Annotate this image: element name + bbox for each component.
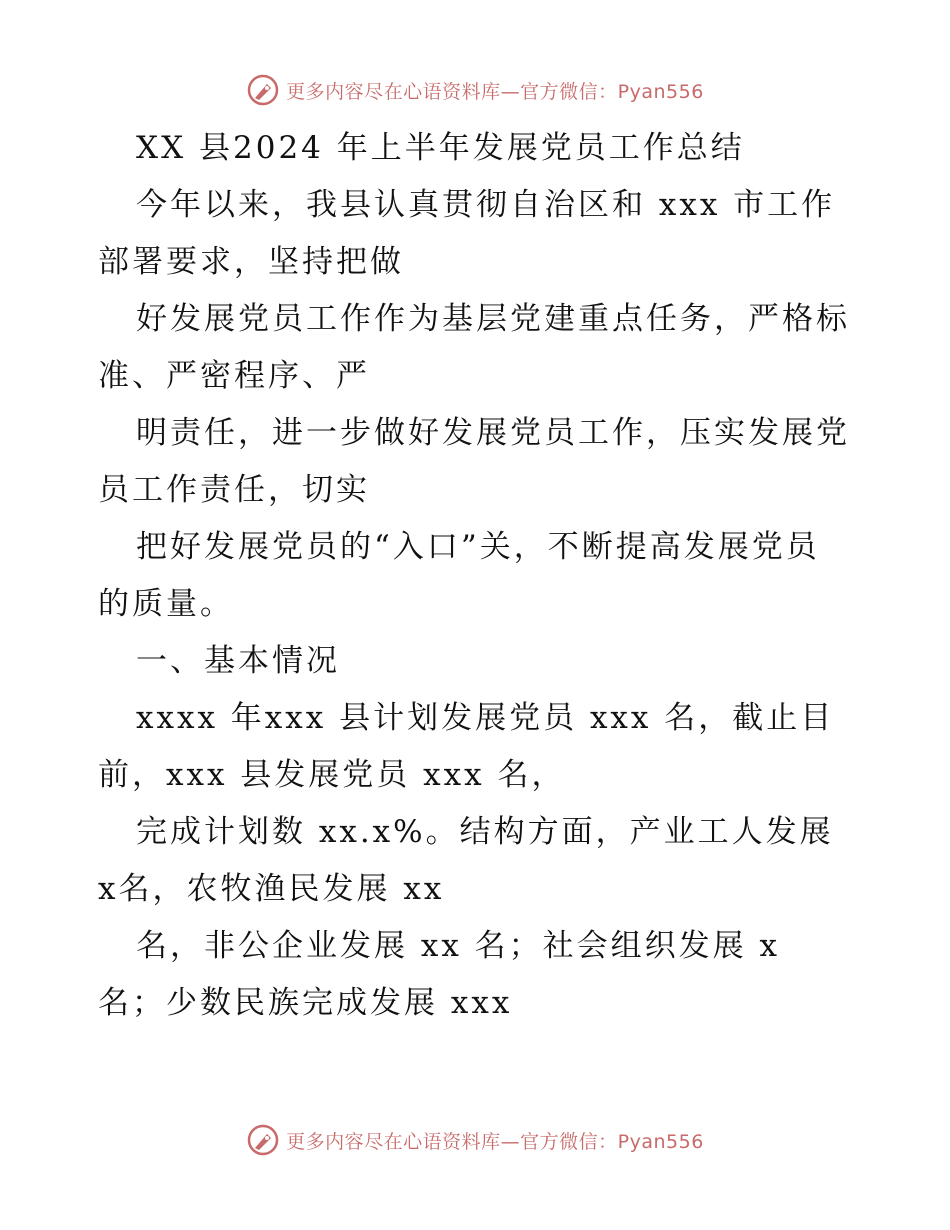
paragraph-line: 名，非公企业发展 xx 名；社会组织发展 x	[136, 928, 781, 964]
pen-nib-in-circle-icon	[246, 1123, 280, 1157]
paragraph-line: 把好发展党员的“入口”关，不断提高发展党员	[136, 529, 820, 565]
paragraph-line: 部署要求，坚持把做	[98, 244, 404, 280]
paragraph-line: 好发展党员工作作为基层党建重点任务，严格标	[136, 301, 850, 337]
document-body	[98, 120, 858, 1032]
paragraph-line: 完成计划数 xx.x%。结构方面，产业工人发展	[136, 814, 834, 850]
paragraph-line: xxxx 年xxx 县计划发展党员 xxx 名，截止目	[136, 700, 835, 736]
pen-nib-in-circle-icon	[246, 73, 280, 107]
section-heading: 一、基本情况	[136, 643, 340, 679]
paragraph-line: 准、严密程序、严	[98, 358, 370, 394]
paragraph-line: x名，农牧渔民发展 xx	[98, 871, 445, 907]
watermark-text: 更多内容尽在心语资料库—官方微信：Pyan556	[286, 80, 704, 103]
footer-watermark	[0, 1120, 950, 1160]
paragraph-line: 员工作责任，切实	[98, 472, 370, 508]
paragraph-line: 前，xxx 县发展党员 xxx 名，	[98, 757, 566, 793]
paragraph-line: 的质量。	[98, 586, 234, 622]
document-title: XX 县2024 年上半年发展党员工作总结	[136, 130, 745, 166]
paragraph-line: 今年以来，我县认真贯彻自治区和 xxx 市工作	[136, 187, 836, 223]
header-watermark	[0, 70, 950, 110]
watermark-text: 更多内容尽在心语资料库—官方微信：Pyan556	[286, 1130, 704, 1153]
paragraph-line: 明责任，进一步做好发展党员工作，压实发展党	[136, 415, 850, 451]
paragraph-line: 名；少数民族完成发展 xxx	[98, 985, 513, 1021]
